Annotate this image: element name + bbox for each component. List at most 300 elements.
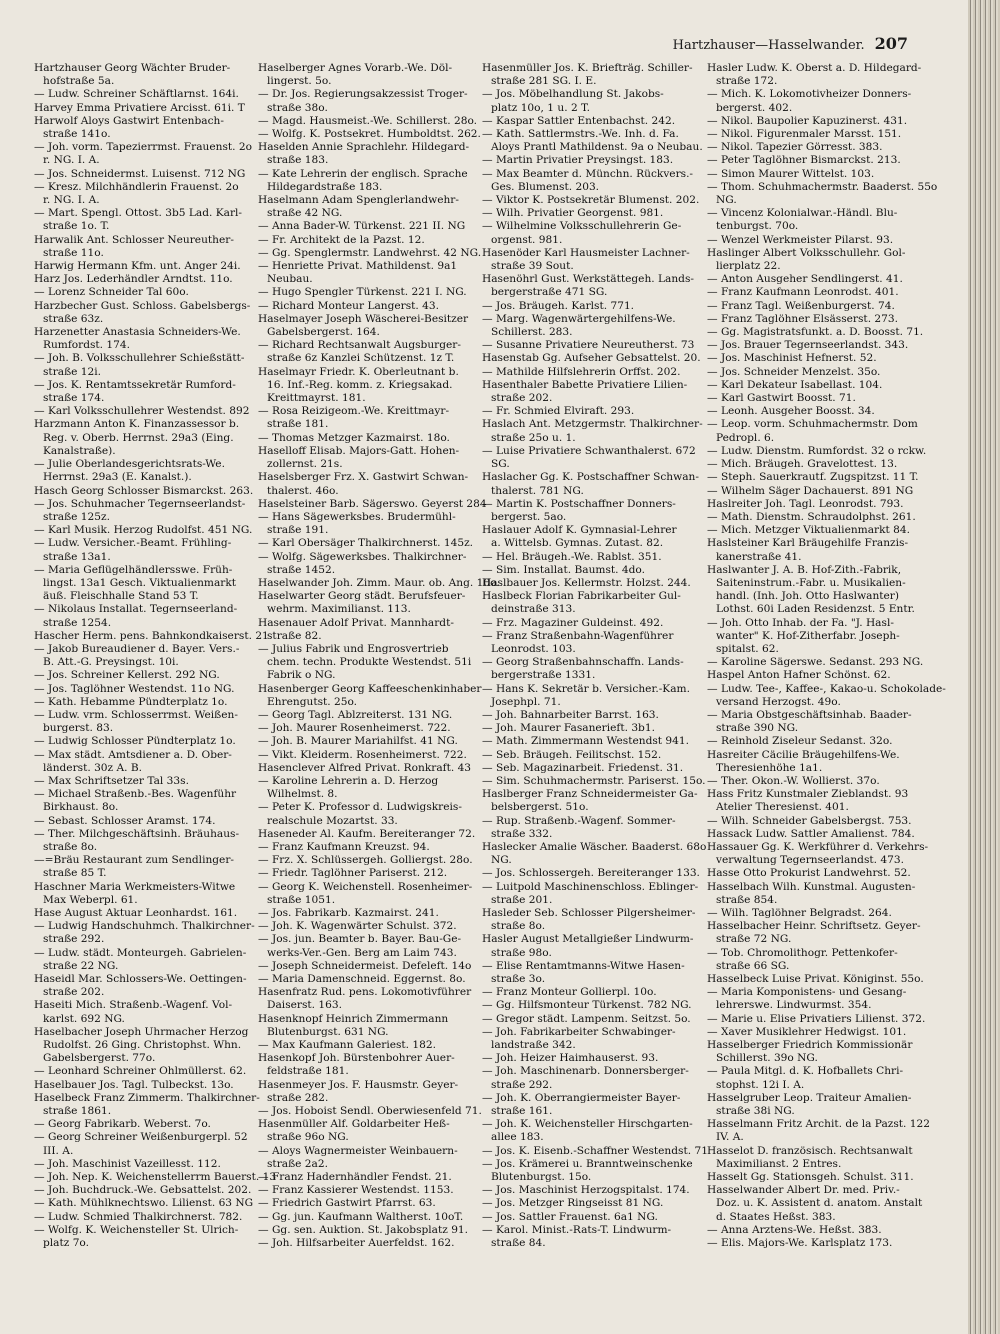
directory-line: a. Wittelsb. Gymnas. Zutast. 82. xyxy=(491,537,664,550)
directory-line: — Georg Fabrikarb. Weberst. 7o. xyxy=(34,1118,211,1131)
directory-line: werks-Ver.-Gen. Berg am Laim 743. xyxy=(267,946,457,959)
directory-line: — Joh. Otto Inhab. der Fa. "J. Hasl- xyxy=(707,616,894,629)
directory-line: burgerst. 83. xyxy=(43,722,114,735)
directory-line: straße 390 NG. xyxy=(716,722,799,735)
directory-line: — Max Kaufmann Galeriest. 182. xyxy=(258,1039,436,1052)
directory-line: Hasenkopf Joh. Bürstenbohrer Auer- xyxy=(258,1052,455,1065)
directory-line: — Mich. Bräugeh. Gravelottest. 13. xyxy=(707,458,898,471)
directory-line: hofstraße 5a. xyxy=(43,75,115,88)
directory-line: — Ther. Milchgeschäftsinh. Bräuhaus- xyxy=(34,827,240,840)
directory-line: karlst. 692 NG. xyxy=(43,1012,125,1025)
directory-line: straße 85 T. xyxy=(43,867,107,880)
directory-line: feldstraße 181. xyxy=(267,1065,349,1078)
directory-line: III. A. xyxy=(43,1144,74,1157)
directory-line: — Frz. X. Schlüssergeh. Golliergst. 28o. xyxy=(258,854,473,867)
directory-line: Theresienhöhe 1a1. xyxy=(716,761,823,774)
directory-line: — Karl Gastwirt Boosst. 71. xyxy=(707,392,856,405)
directory-line: straße 72 NG. xyxy=(716,933,792,946)
directory-line: — Luitpold Maschinenschloss. Eblinger- xyxy=(482,880,699,893)
directory-line: Haselwander Joh. Zimm. Maur. ob. Ang. 10o. xyxy=(258,576,500,589)
directory-line: Kanalstraße). xyxy=(43,444,116,457)
directory-line: lingst. 13a1 Gesch. Viktualienmarkt xyxy=(43,576,237,589)
directory-line: — Steph. Sauerkrautf. Zugspitzst. 11 T. xyxy=(707,471,919,484)
directory-line: Hasenauer Adolf Privat. Mannhardt- xyxy=(258,616,454,629)
directory-line: Haspel Anton Hafner Schönst. 62. xyxy=(707,669,891,682)
directory-line: straße 201. xyxy=(491,893,553,906)
directory-line: Pedropl. 6. xyxy=(716,431,775,444)
directory-line: Hasenmüller Jos. K. Briefträg. Schiller- xyxy=(482,62,693,74)
directory-line: — Joh. Maurer Fasanerieft. 3b1. xyxy=(482,722,655,735)
directory-line: — Richard Rechtsanwalt Augsburger- xyxy=(258,339,461,352)
directory-line: — Leop. vorm. Schuhmachermstr. Dom xyxy=(707,418,918,431)
directory-line: Hasselmann Fritz Archit. de la Pazst. 122 xyxy=(707,1118,931,1131)
directory-line: — Georg Straßenbahnschaffn. Lands- xyxy=(482,656,684,669)
directory-line: — Vincenz Kolonialwar.-Händl. Blu- xyxy=(707,207,898,220)
directory-line: straße 82. xyxy=(267,629,322,642)
directory-line: Hassauer Gg. K. Werkführer d. Verkehrs- xyxy=(707,840,929,853)
directory-line: — Mich. K. Lokomotivheizer Donners- xyxy=(707,88,912,101)
directory-line: — Julius Fabrik und Engrosvertrieb xyxy=(258,642,449,655)
directory-line: bergerstraße 471 SG. xyxy=(491,286,608,299)
directory-line: wehrm. Maximilianst. 113. xyxy=(267,603,411,616)
directory-line: — Math. Zimmermann Westendst 941. xyxy=(482,735,689,748)
directory-line: — Joh. Maschinist Vazeillesst. 112. xyxy=(34,1157,221,1170)
directory-line: B. Att.-G. Preysingst. 10i. xyxy=(43,656,179,669)
directory-line: — Joh. K. Oberrangiermeister Bayer- xyxy=(482,1091,681,1104)
directory-line: Haselsteiner Barb. Sägerswo. Geyerst 284 xyxy=(258,497,487,510)
directory-line: straße 3o. xyxy=(491,973,546,986)
directory-line: straße 202. xyxy=(491,392,553,405)
directory-line: — Frz. Magaziner Guldeinst. 492. xyxy=(482,616,664,629)
directory-line: — Ludw. städt. Monteurgeh. Gabrielen- xyxy=(34,946,247,959)
directory-line: — Gg. jun. Kaufmann Waltherst. 10oT. xyxy=(258,1210,464,1223)
directory-line: — Susanne Privatiere Neureutherst. 73 xyxy=(482,339,695,352)
directory-line: Harwolf Aloys Gastwirt Entenbach- xyxy=(34,114,224,127)
directory-line: straße 63z. xyxy=(43,312,104,325)
directory-line: — Gg. Hilfsmonteur Türkenst. 782 NG. xyxy=(482,999,692,1012)
directory-line: — Fr. Schmied Elviraft. 293. xyxy=(482,405,635,418)
directory-line: versand Herzogst. 49o. xyxy=(716,695,841,708)
directory-line: Ehrengutst. 25o. xyxy=(267,695,358,708)
directory-line: — Jos. Bräugeh. Karlst. 771. xyxy=(482,299,635,312)
directory-line: — Georg Tagl. Ablzreiterst. 131 NG. xyxy=(258,708,453,721)
directory-line: Haselbeck Franz Zimmerm. Thalkirchner- xyxy=(34,1091,260,1104)
directory-line: — Wilhelmine Volksschullehrerin Ge- xyxy=(482,220,682,233)
directory-line: Haschner Maria Werkmeisters-Witwe xyxy=(34,880,236,893)
directory-line: — Wolfg. K. Weichensteller St. Ulrich- xyxy=(34,1223,239,1236)
directory-line: — Max städt. Amtsdiener a. D. Ober- xyxy=(34,748,232,761)
directory-line: r. NG. I. A. xyxy=(43,194,100,207)
directory-line: — Franz Monteur Gollierpl. 10o. xyxy=(482,986,657,999)
directory-line: allee 183. xyxy=(491,1131,544,1144)
directory-line: — Jos. Krämerei u. Branntweinschenke xyxy=(482,1157,693,1170)
directory-line: — Mathilde Hilfslehrerin Orffst. 202. xyxy=(482,365,681,378)
directory-line: bergerst. 5ao. xyxy=(491,510,567,523)
directory-line: — Jos. jun. Beamter b. Bayer. Bau-Ge- xyxy=(258,933,462,946)
directory-line: Hasse Otto Prokurist Landwehrst. 52. xyxy=(707,867,911,880)
directory-line: Lothst. 60i Laden Residenzst. 5 Entr. xyxy=(716,603,915,616)
directory-line: — Joh. K. Wagenwärter Schulst. 372. xyxy=(258,920,457,933)
directory-line: Hasselberger Friedrich Kommissionär xyxy=(707,1039,913,1052)
directory-line: Hase August Aktuar Leonhardst. 161. xyxy=(34,907,238,919)
directory-line: straße 13a1. xyxy=(43,550,111,563)
directory-line: — Karl Obersäger Thalkirchnerst. 145z. xyxy=(258,537,474,550)
directory-line: Josephpl. 71. xyxy=(491,695,561,708)
directory-line: — Seb. Bräugeh. Feilitschst. 152. xyxy=(482,748,662,761)
directory-line: Haseiti Mich. Straßenb.-Wagenf. Vol- xyxy=(34,999,233,1012)
directory-line: Saiteninstrum.-Fabr. u. Musikalien- xyxy=(716,576,906,589)
directory-line: — Ludwig Handschuhmch. Thalkirchner- xyxy=(34,920,255,933)
directory-line: — Karoline Sägerswe. Sedanst. 293 NG. xyxy=(707,656,924,669)
directory-line: d. Staates Heßst. 383. xyxy=(716,1210,836,1223)
directory-line: NG. xyxy=(491,854,512,867)
directory-line: Maximilianst. 2 Entres. xyxy=(716,1157,842,1170)
directory-line: platz 7o. xyxy=(43,1237,89,1250)
directory-line: —=Bräu Restaurant zum Sendlinger- xyxy=(34,854,234,867)
directory-line: Harzenetter Anastasia Schneiders-We. xyxy=(34,326,241,339)
directory-line: Hildegardstraße 183. xyxy=(267,180,383,193)
directory-line: straße 12i. xyxy=(43,365,102,378)
directory-line: Leonrodst. 103. xyxy=(491,642,576,655)
directory-line: — Jos. Maschinist Herzogspitalst. 174. xyxy=(482,1184,690,1197)
directory-line: — Mich. Metzger Viktualienmarkt 84. xyxy=(707,524,910,537)
directory-line: — Kath. Mühlknechtswo. Lilienst. 63 NG xyxy=(34,1197,254,1210)
directory-line: straße 181. xyxy=(267,418,329,431)
directory-line: Hasenclever Alfred Privat. Ronkraft. 43 xyxy=(258,761,472,774)
directory-line: — Reinhold Ziseleur Sedanst. 32o. xyxy=(707,735,893,748)
directory-line: bergerst. 402. xyxy=(716,101,793,114)
directory-line: lehrerswe. Lindwurmst. 354. xyxy=(716,999,872,1012)
directory-line: chem. techn. Produkte Westendst. 51i xyxy=(267,656,472,669)
directory-line: — Hans Sägewerksbes. Brudermühl- xyxy=(258,510,456,523)
directory-line: Aloys Prantl Mathildenst. 9a o Neubau. xyxy=(491,141,703,154)
directory-line: Neubau. xyxy=(267,273,313,286)
directory-line: Reg. v. Oberb. Herrnst. 29a3 (Eing. xyxy=(43,431,234,444)
directory-line: — Hel. Bräugeh.-We. Rablst. 351. xyxy=(482,550,662,563)
directory-line: straße 38o. xyxy=(267,101,328,114)
directory-line: handl. (Inh. Joh. Otto Haslwanter) xyxy=(716,590,900,603)
directory-line: Hasselt Gg. Stationsgeh. Schulst. 311. xyxy=(707,1171,914,1184)
directory-line: Haselden Annie Sprachlehr. Hildegard- xyxy=(258,141,470,154)
directory-line: Hasenfratz Rud. pens. Lokomotivführer xyxy=(258,986,472,999)
directory-line: straße 161. xyxy=(491,1105,553,1118)
directory-line: straße 1051. xyxy=(267,893,336,906)
directory-line: — Jos. Schlossergeh. Bereiteranger 133. xyxy=(482,867,700,880)
directory-line: — Franz Hadernhändler Fendst. 21. xyxy=(258,1171,452,1184)
directory-line: straße 22 NG. xyxy=(43,959,119,972)
directory-line: Blutenburgst. 631 NG. xyxy=(267,1025,389,1038)
directory-line: Hasselbach Wilh. Kunstmal. Augusten- xyxy=(707,880,916,893)
directory-line: — Ludw. Versicher.-Beamt. Frühling- xyxy=(34,537,232,550)
directory-line: — Jos. Maschinist Hefnerst. 52. xyxy=(707,352,877,365)
directory-line: r. NG. I. A. xyxy=(43,154,100,167)
directory-line: — Math. Dienstm. Schraudolphst. 261. xyxy=(707,510,916,523)
directory-line: straße 2a2. xyxy=(267,1157,328,1170)
directory-line: Haslbauer Jos. Kellermstr. Holzst. 244. xyxy=(482,576,691,589)
directory-line: straße 332. xyxy=(491,827,553,840)
directory-line: Atelier Theresienst. 401. xyxy=(716,801,849,814)
directory-line: straße 202. xyxy=(43,986,105,999)
directory-line: landstraße 342. xyxy=(491,1039,576,1052)
directory-line: — Rosa Reizigeom.-We. Kreittmayr- xyxy=(258,405,450,418)
directory-line: Rumfordst. 174. xyxy=(43,339,131,352)
directory-line: Hasenknopf Heinrich Zimmermann xyxy=(258,1012,449,1025)
directory-line: Hasler August Metallgießer Lindwurm- xyxy=(482,933,694,946)
directory-line: — Joh. Heizer Haimhauserst. 93. xyxy=(482,1052,659,1065)
directory-line: Harz Jos. Lederhändler Arndtst. 11o. xyxy=(34,273,233,286)
directory-line: — Franz Kaufmann Kreuzst. 94. xyxy=(258,840,430,853)
directory-line: Hascher Herm. pens. Bahnkondkaiserst. 21 xyxy=(34,629,269,642)
directory-line: Haseidl Mar. Schlossers-We. Oettingen- xyxy=(34,973,247,986)
directory-line: Hasselbacher Heinr. Schriftsetz. Geyer- xyxy=(707,920,921,933)
directory-line: Haslwanter J. A. B. Hof-Zith.-Fabrik, xyxy=(707,563,902,576)
directory-line: SG. xyxy=(491,458,510,471)
running-header xyxy=(673,34,908,53)
directory-line: — Jos. Taglöhner Westendst. 11o NG. xyxy=(34,682,235,695)
directory-line: länderst. 30z A. B. xyxy=(43,761,143,774)
directory-line: — Ludw. Schmied Thalkirchnerst. 782. xyxy=(34,1210,243,1223)
directory-line: straße 854. xyxy=(716,893,778,906)
directory-line: — Friedr. Taglöhner Pariserst. 212. xyxy=(258,867,448,880)
directory-line: Haslbeck Florian Fabrikarbeiter Gul- xyxy=(482,590,681,603)
directory-line: Hasselot D. französisch. Rechtsanwalt xyxy=(707,1144,913,1157)
directory-line: — Nikol. Figurenmaler Marsst. 151. xyxy=(707,128,902,141)
directory-line: Hasleder Seb. Schlosser Pilgersheimer- xyxy=(482,907,696,919)
directory-line: — Ludw. Tee-, Kaffee-, Kakao-u. Schokolade- xyxy=(707,682,946,695)
column-3 xyxy=(482,62,708,1250)
directory-line: — Friedrich Gastwirt Pfarrst. 63. xyxy=(258,1197,436,1210)
directory-line: lierplatz 22. xyxy=(716,260,781,273)
directory-line: straße 38i NG. xyxy=(716,1105,795,1118)
directory-line: straße 11o. xyxy=(43,246,104,259)
directory-line: straße 84. xyxy=(491,1237,546,1250)
directory-line: — Kath. Sattlermstrs.-We. Inh. d. Fa. xyxy=(482,128,679,141)
directory-line: — Joh. B. Maurer Mariahilfst. 41 NG. xyxy=(258,735,458,748)
directory-line: straße 125z. xyxy=(43,510,110,523)
directory-line: — Xaver Musiklehrer Hedwigst. 101. xyxy=(707,1025,907,1038)
running-head-title: Hartzhauser—Hasselwander. xyxy=(672,38,865,53)
directory-line: Harzbecher Gust. Schloss. Gabelsbergs- xyxy=(34,299,251,312)
directory-line: straße 292. xyxy=(491,1078,553,1091)
directory-line: — Joh. Bahnarbeiter Barrst. 163. xyxy=(482,708,659,721)
directory-line: kanerstraße 41. xyxy=(716,550,802,563)
directory-line: — Joh. Buchdruck.-We. Gebsattelst. 202. xyxy=(34,1184,252,1197)
directory-line: — Nikolaus Installat. Tegernseerland- xyxy=(34,603,238,616)
directory-line: — Jos. Möbelhandlung St. Jakobs- xyxy=(482,88,664,101)
directory-line: — Ther. Okon.-W. Wollierst. 37o. xyxy=(707,774,880,787)
directory-line: — Franz Taglöhner Elsässerst. 273. xyxy=(707,312,899,325)
directory-line: — Wolfg. K. Postsekret. Humboldtst. 262. xyxy=(258,128,481,141)
directory-line: — Joh. K. Weichensteller Hirschgarten- xyxy=(482,1118,693,1131)
directory-line: — Gg. sen. Auktion. St. Jakobsplatz 91. xyxy=(258,1223,469,1236)
directory-line: — Ludwig Schlosser Pündterplatz 1o. xyxy=(34,735,236,748)
directory-line: — Karol. Minist.-Rats-T. Lindwurm- xyxy=(482,1223,672,1236)
directory-line: Haslberger Franz Schneidermeister Ga- xyxy=(482,788,698,801)
directory-line: — Anton Ausgeher Sendlingerst. 41. xyxy=(707,273,903,286)
directory-line: — Karoline Lehrerin a. D. Herzog xyxy=(258,774,439,787)
directory-line: straße 1452. xyxy=(267,563,336,576)
directory-line: — Jos. Schneider Menzelst. 35o. xyxy=(707,365,881,378)
directory-line: — Franz Tagl. Weißenburgerst. 74. xyxy=(707,299,895,312)
directory-line: Hasenthaler Babette Privatiere Lilien- xyxy=(482,378,688,391)
directory-line: — Tob. Chromolithogr. Pettenkofer- xyxy=(707,946,898,959)
directory-line: Hasch Georg Schlosser Bismarckst. 263. xyxy=(34,484,254,497)
directory-line: — Karl Volksschullehrer Westendst. 892 xyxy=(34,405,250,418)
directory-line: IV. A. xyxy=(716,1131,744,1144)
directory-line: bergerstraße 1331. xyxy=(491,669,596,682)
directory-line: — Maria Geflügelhändlersswe. Früh- xyxy=(34,563,233,576)
directory-line: — Gg. Spenglermstr. Landwehrst. 42 NG. xyxy=(258,246,482,259)
directory-line: Haslecker Amalie Wäscher. Baaderst. 68o xyxy=(482,840,707,853)
directory-line: — Luise Privatiere Schwanthalerst. 672 xyxy=(482,444,696,457)
directory-line: — Joh. B. Volksschullehrer Schießstätt- xyxy=(34,352,245,365)
directory-line: orgenst. 981. xyxy=(491,233,563,246)
directory-line: — Max Beamter d. Münchn. Rückvers.- xyxy=(482,167,694,180)
directory-line: Haslinger Albert Volksschullehr. Gol- xyxy=(707,246,906,259)
directory-line: — Maria Komponistens- und Gesang- xyxy=(707,986,907,999)
directory-line: — Ludw. Dienstm. Rumfordst. 32 o rckw. xyxy=(707,444,927,457)
directory-line: — Lorenz Schneider Tal 60o. xyxy=(34,286,189,299)
directory-line: Max Weberpl. 61. xyxy=(43,893,138,906)
directory-line: — Ludw. Schreiner Schäftlarnst. 164i. xyxy=(34,88,239,101)
directory-line: Haselloff Elisab. Majors-Gatt. Hohen- xyxy=(258,444,460,457)
directory-line: Kreittmayrst. 181. xyxy=(267,392,366,405)
directory-line: — Gregor städt. Lampenm. Seitzst. 5o. xyxy=(482,1012,691,1025)
directory-line: Haslreiter Joh. Tagl. Leonrodst. 793. xyxy=(707,497,904,510)
directory-line: — Martin K. Postschaffner Donners- xyxy=(482,497,676,510)
directory-line: lingerst. 5o. xyxy=(267,75,332,88)
directory-line: Haslacher Gg. K. Postschaffner Schwan- xyxy=(482,471,699,484)
directory-line: — Richard Monteur Langerst. 43. xyxy=(258,299,440,312)
directory-line: — Joh. Maurer Rosenheimerst. 722. xyxy=(258,722,451,735)
directory-line: — Jos. K. Eisenb.-Schaffner Westendst. 71 xyxy=(482,1144,708,1157)
directory-line: — Kaspar Sattler Entenbachst. 242. xyxy=(482,114,676,127)
directory-line: — Dr. Jos. Regierungsakzessist Troger- xyxy=(258,88,468,101)
directory-line: straße 292. xyxy=(43,933,105,946)
directory-line: — Sim. Installat. Baumst. 4do. xyxy=(482,563,645,576)
directory-line: Harvey Emma Privatiere Arcisst. 61i. T xyxy=(34,101,245,114)
directory-line: Hasler Ludw. K. Oberst a. D. Hildegard- xyxy=(707,62,922,74)
directory-line: Fabrik o NG. xyxy=(267,669,336,682)
directory-line: — Elis. Majors-We. Karlsplatz 173. xyxy=(707,1237,893,1250)
directory-line: zollernst. 21s. xyxy=(267,458,343,471)
directory-line: — Jos. K. Rentamtssekretär Rumford- xyxy=(34,378,236,391)
directory-line: — Leonh. Ausgeher Boosst. 34. xyxy=(707,405,875,418)
directory-line: Schillerst. 283. xyxy=(491,326,573,339)
directory-line: stophst. 12i I. A. xyxy=(716,1078,805,1091)
directory-line: Hasenmüller Alf. Goldarbeiter Heß- xyxy=(258,1118,450,1131)
page-number: 207 xyxy=(874,34,908,53)
directory-line: — Hans K. Sekretär b. Versicher.-Kam. xyxy=(482,682,690,695)
directory-line: Hasenöder Karl Hausmeister Lachner- xyxy=(482,246,690,259)
directory-line: straße 141o. xyxy=(43,128,111,141)
directory-line: NG. xyxy=(716,194,737,207)
directory-line: belsbergerst. 51o. xyxy=(491,801,589,814)
directory-line: — Julie Oberlandesgerichtsrats-We. xyxy=(34,458,225,471)
directory-line: — Joh. Hilfsarbeiter Auerfeldst. 162. xyxy=(258,1237,455,1250)
directory-line: Hasreiter Cäcilie Bräugehilfens-We. xyxy=(707,748,900,761)
directory-line: tenburgst. 70o. xyxy=(716,220,799,233)
directory-line: straße 282. xyxy=(267,1091,329,1104)
directory-line: Haslauer Adolf K. Gymnasial-Lehrer xyxy=(482,524,677,537)
directory-line: Rudolfst. 26 Ging. Christophst. Whn. xyxy=(43,1039,242,1052)
directory-line: Ges. Blumenst. 203. xyxy=(491,180,600,193)
directory-line: Hasselbeck Luise Privat. Königinst. 55o. xyxy=(707,973,924,986)
directory-line: — Georg K. Weichenstell. Rosenheimer- xyxy=(258,880,473,893)
directory-line: straße 1o. T. xyxy=(43,220,110,233)
directory-line: — Maria Damenschneid. Eggernst. 8o. xyxy=(258,973,466,986)
directory-line: — Aloys Wagnermeister Weinbauern- xyxy=(258,1144,458,1157)
directory-line: — Wenzel Werkmeister Pilarst. 93. xyxy=(707,233,894,246)
directory-line: — Jos. Schuhmacher Tegernseerlandst- xyxy=(34,497,246,510)
directory-line: Haselberger Agnes Vorarb.-We. Döl- xyxy=(258,62,453,74)
directory-line: thalerst. 781 NG. xyxy=(491,484,584,497)
directory-line: — Michael Straßenb.-Bes. Wagenführ xyxy=(34,788,237,801)
directory-line: Gabelsbergerst. 164. xyxy=(267,326,380,339)
directory-line: thalerst. 46o. xyxy=(267,484,339,497)
directory-line: straße 6z Kanzlei Schützenst. 1z T. xyxy=(267,352,455,365)
directory-line: straße 172. xyxy=(716,75,778,88)
directory-line: Herrnst. 29a3 (E. Kanalst.). xyxy=(43,471,192,484)
directory-line: — Joh. vorm. Tapezierrmst. Frauenst. 2o xyxy=(34,141,252,154)
directory-line: — Kate Lehrerin der englisch. Sprache xyxy=(258,167,468,180)
directory-line: Haselsberger Frz. X. Gastwirt Schwan- xyxy=(258,471,469,484)
directory-line: straße 96o NG. xyxy=(267,1131,349,1144)
directory-line: — Nikol. Tapezier Görresst. 383. xyxy=(707,141,883,154)
directory-line: Wilhelmst. 8. xyxy=(267,788,338,801)
directory-line: — Sebast. Schlosser Aramst. 174. xyxy=(34,814,216,827)
directory-line: — Marie u. Elise Privatiers Lilienst. 372. xyxy=(707,1012,926,1025)
directory-line: — Wilh. Taglöhner Belgradst. 264. xyxy=(707,907,892,919)
directory-line: Harwalik Ant. Schlosser Neureuther- xyxy=(34,233,234,246)
directory-line: — Gg. Magistratsfunkt. a. D. Boosst. 71. xyxy=(707,326,924,339)
directory-line: — Simon Maurer Wittelst. 103. xyxy=(707,167,875,180)
directory-line: straße 42 NG. xyxy=(267,207,343,220)
directory-line: straße 8o. xyxy=(43,840,98,853)
directory-line: — Vikt. Kleiderm. Rosenheimerst. 722. xyxy=(258,748,467,761)
directory-line: — Joh. Nep. K. Weichenstellerrm Bauerst. 13 xyxy=(34,1171,277,1184)
directory-line: — Magd. Hausmeist.-We. Schillerst. 28o. xyxy=(258,114,478,127)
directory-line: — Jos. Brauer Tegernseerlandst. 343. xyxy=(707,339,909,352)
directory-line: Haselwarter Georg städt. Berufsfeuer- xyxy=(258,590,466,603)
directory-line: straße 183. xyxy=(267,154,329,167)
directory-line: — Jos. Metzger Ringseisst 81 NG. xyxy=(482,1197,664,1210)
directory-line: — Maria Obstgeschäftsinhab. Baader- xyxy=(707,708,912,721)
directory-line: — Hugo Spengler Türkenst. 221 I. NG. xyxy=(258,286,467,299)
directory-line: Gabelsbergerst. 77o. xyxy=(43,1052,156,1065)
directory-line: — Anna Arztens-We. Heßst. 383. xyxy=(707,1223,882,1236)
directory-line: — Kath. Hebamme Pündterplatz 1o. xyxy=(34,695,228,708)
directory-line: — Sim. Schuhmachermstr. Pariserst. 15o. xyxy=(482,774,706,787)
directory-line: — Martin Privatier Preysingst. 183. xyxy=(482,154,674,167)
directory-line: — Mart. Spengl. Ottost. 3b5 Lad. Karl- xyxy=(34,207,242,220)
directory-line: — Anna Bader-W. Türkenst. 221 II. NG xyxy=(258,220,466,233)
directory-line: — Leonhard Schreiner Ohlmüllerst. 62. xyxy=(34,1065,247,1078)
directory-line: Schillerst. 39o NG. xyxy=(716,1052,818,1065)
directory-line: — Marg. Wagenwärtergehilfens-We. xyxy=(482,312,676,325)
directory-line: — Peter K. Professor d. Ludwigskreis- xyxy=(258,801,462,814)
directory-line: — Wolfg. Sägewerksbes. Thalkirchner- xyxy=(258,550,467,563)
directory-line: deinstraße 313. xyxy=(491,603,576,616)
directory-line: Hartzhauser Georg Wächter Bruder- xyxy=(34,62,231,74)
directory-line: spitalst. 62. xyxy=(716,642,779,655)
directory-line: — Karl Dekateur Isabellast. 104. xyxy=(707,378,883,391)
directory-line: — Joseph Schneidermeist. Defeleft. 14o xyxy=(258,959,472,972)
directory-line: — Peter Taglöhner Bismarckst. 213. xyxy=(707,154,901,167)
directory-line: — Wilh. Schneider Gabelsbergst. 753. xyxy=(707,814,912,827)
directory-line: — Jos. Schreiner Kellerst. 292 NG. xyxy=(34,669,220,682)
directory-line: — Karl Musik. Herzog Rudolfst. 451 NG. xyxy=(34,524,253,537)
